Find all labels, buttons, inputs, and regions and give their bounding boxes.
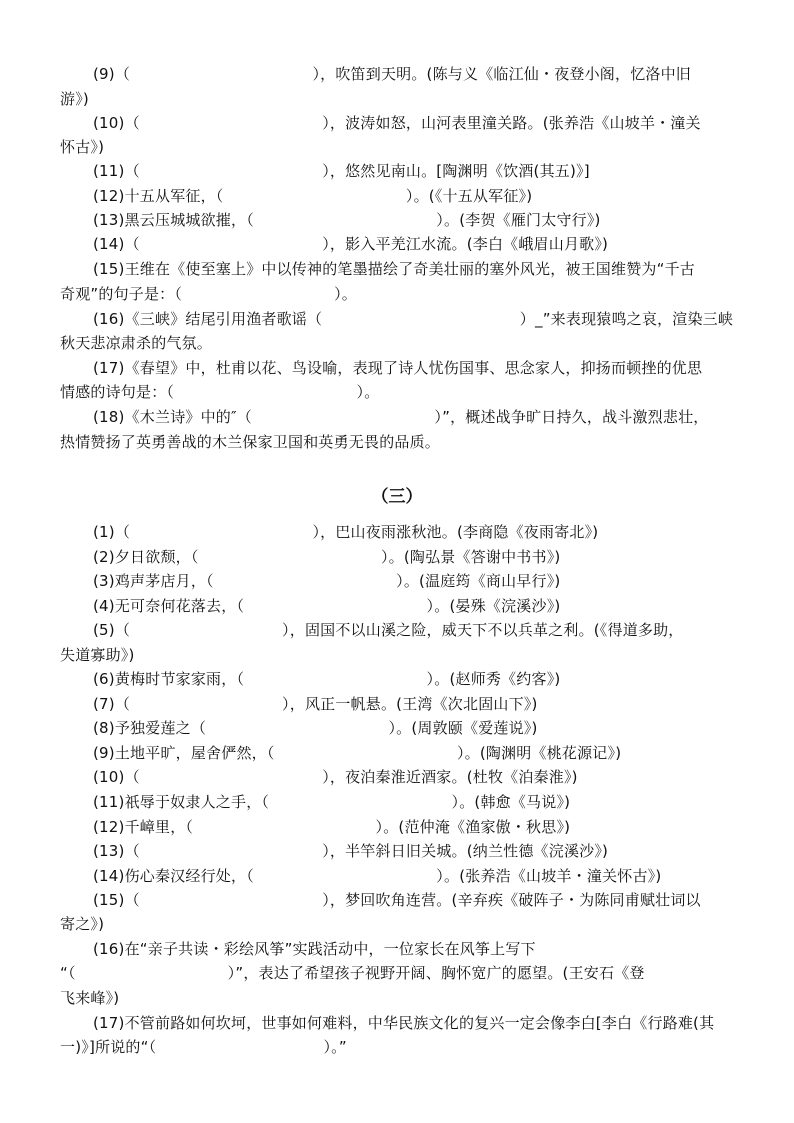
question-16-line-1: (16)《三峡》结尾引用渔者歌谣（ ）_”来表现猿鸣之哀，渲染三峡 — [93, 310, 734, 328]
s3-question-13: (13)（ ），半竿斜日旧关城。(纳兰性德《浣溪沙》) — [93, 842, 609, 860]
s3-question-10: (10)（ ），夜泊秦淮近酒家。(杜牧《泊秦淮》) — [93, 768, 578, 786]
question-17-line-1: (17)《春望》中，杜甫以花、鸟设喻，表现了诗人忧伤国事、思念家人，抑扬而顿挫的优思 — [93, 359, 703, 377]
question-15-line-2: 奇观”的句子是：（ ）。 — [60, 285, 357, 303]
s3-question-15-line-1: (15)（ ），梦回吹角连营。(辛弃疾《破阵子・为陈同甫赋壮词以 — [93, 891, 701, 909]
s3-question-5-line-1: (5)（ ），固国不以山溪之险，威天下不以兵革之利。(《得道多助， — [93, 621, 684, 639]
s3-question-6: (6)黄梅时节家家雨，（ ）。(赵师秀《约客》) — [93, 670, 561, 688]
s3-question-16-line-1: (16)在“亲子共读・彩绘风筝”实践活动中，一位家长在风筝上写下 — [93, 940, 536, 958]
s3-question-15-line-2: 寄之》) — [60, 915, 105, 933]
s3-question-17-line-1: (17)不管前路如何坎坷，世事如何难料，中华民族文化的复兴一定会像李白[李白《行路难(其 — [93, 1014, 715, 1032]
s3-question-11: (11)祇辱于奴隶人之手，（ ）。(韩愈《马说》) — [93, 793, 571, 811]
s3-question-17-line-2: 一)》]所说的“（ ）。” — [60, 1038, 347, 1056]
s3-question-1: (1)（ ），巴山夜雨涨秋池。(李商隐《夜雨寄北》) — [93, 523, 599, 541]
s3-question-7: (7)（ ），风正一帆悬。(王湾《次北固山下》) — [93, 695, 538, 713]
question-9-line-2: 游》) — [60, 90, 89, 108]
s3-question-2: (2)夕日欲颓，（ ）。(陶弘景《答谢中书书》) — [93, 548, 561, 566]
question-18-line-2: 热情赞扬了英勇善战的木兰保家卫国和英勇无畏的品质。 — [60, 433, 441, 451]
question-14: (14)（ ），影入平羌江水流。(李白《峨眉山月歌》) — [93, 235, 609, 253]
question-13: (13)黑云压城城欲摧，（ ）。(李贺《雁门太守行》) — [93, 211, 601, 229]
question-10-line-1: (10)（ ），波涛如怒，山河表里潼关路。(张养浩《山坡羊・潼关 — [93, 114, 701, 132]
question-16-line-2: 秋天悲凉肃杀的气氛。 — [60, 334, 213, 352]
s3-question-3: (3)鸡声茅店月，（ ）。(温庭筠《商山早行》) — [93, 572, 561, 590]
question-10-line-2: 怀古》) — [60, 138, 105, 156]
question-11: (11)（ ），悠然见南山。[陶渊明《饮酒(其五)》] — [93, 162, 590, 180]
s3-question-5-line-2: 失道寡助》) — [60, 646, 135, 664]
s3-question-8: (8)予独爱莲之（ ）。(周敦颐《爱莲说》) — [93, 719, 538, 737]
s3-question-9: (9)土地平旷，屋舍俨然，（ ）。(陶渊明《桃花源记》) — [93, 744, 622, 762]
s3-question-16-line-3: 飞来峰》) — [60, 989, 120, 1007]
section-three-title: （三） — [371, 487, 423, 507]
question-18-line-1: (18)《木兰诗》中的″（ ）”，概述战争旷日持久，战斗激烈悲壮， — [93, 408, 709, 426]
s3-question-14: (14)伤心秦汉经行处，（ ）。(张养浩《山坡羊・潼关怀古》) — [93, 867, 662, 885]
s3-question-4: (4)无可奈何花落去，（ ）。(晏殊《浣溪沙》) — [93, 597, 561, 615]
s3-question-16-line-2: “（ ）”，表达了希望孩子视野开阔、胸怀宽广的愿望。(王安石《登 — [60, 964, 645, 982]
question-12: (12)十五从军征，（ ）。(《十五从军征》) — [93, 187, 533, 205]
s3-question-12: (12)千嶂里，（ ）。(范仲淹《渔家傲・秋思》) — [93, 818, 571, 836]
question-15-line-1: (15)王维在《使至塞上》中以传神的笔墨描绘了奇美壮丽的塞外风光，被王国维赞为“千古 — [93, 260, 695, 278]
question-17-line-2: 情感的诗句是：（ ）。 — [60, 383, 380, 401]
question-9-line-1: (9)（ ），吹笛到天明。(陈与义《临江仙・夜登小阁，忆洛中旧 — [93, 65, 692, 83]
